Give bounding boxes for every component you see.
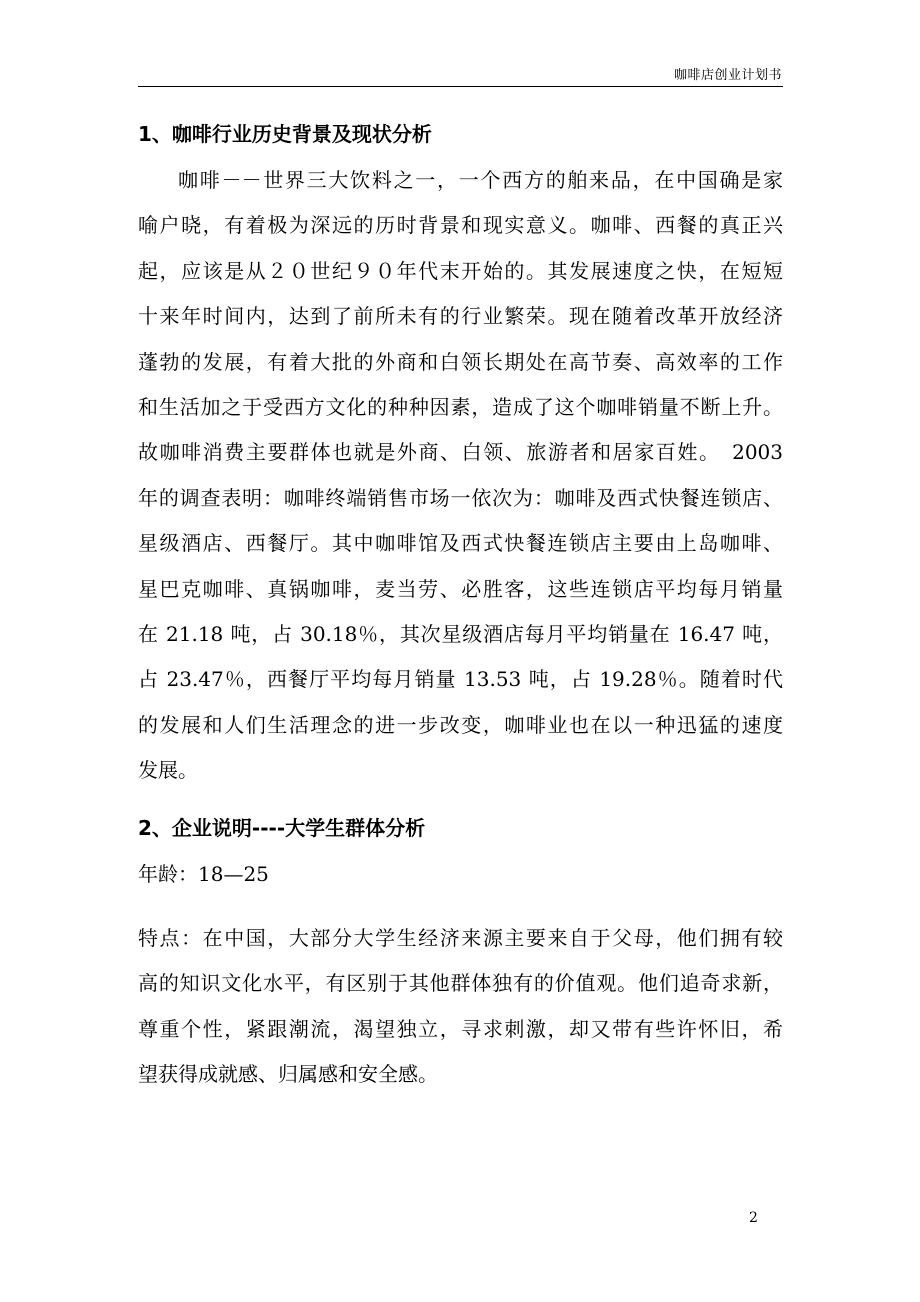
paragraph-line: 占 23.47％，西餐厅平均每月销量 13.53 吨，占 19.28％。随着时代 <box>138 667 783 692</box>
paragraph-line: 星级酒店、西餐厅。其中咖啡馆及西式快餐连锁店主要由上岛咖啡、 <box>138 531 783 556</box>
paragraph-line: 蓬勃的发展，有着大批的外商和白领长期处在高节奏、高效率的工作 <box>138 349 783 374</box>
paragraph-line: 高的知识文化水平，有区别于其他群体独有的价值观。他们追奇求新， <box>138 971 783 996</box>
paragraph-line: 咖啡－－世界三大饮料之一，一个西方的舶来品，在中国确是家 <box>178 168 783 192</box>
page-number: 2 <box>749 1210 758 1226</box>
paragraph-line: 起，应该是从２０世纪９０年代末开始的。其发展速度之快，在短短 <box>138 258 783 283</box>
paragraph-line: 十来年时间内，达到了前所未有的行业繁荣。现在随着改革开放经济 <box>138 304 783 329</box>
header-rule <box>138 86 783 87</box>
running-header: 咖啡店创业计划书 <box>673 68 782 83</box>
paragraph-line: 的发展和人们生活理念的进一步改变，咖啡业也在以一种迅猛的速度 <box>138 712 783 737</box>
age-range-text: 年龄：18—25 <box>138 862 269 887</box>
section-1-paragraph <box>138 158 783 793</box>
section-1-heading: 1、咖啡行业历史背景及现状分析 <box>138 122 432 146</box>
paragraph-line: 和生活加之于受西方文化的种种因素，造成了这个咖啡销量不断上升。 <box>138 394 783 419</box>
paragraph-line: 发展。 <box>138 758 198 783</box>
paragraph-line: 年的调查表明：咖啡终端销售市场一依次为：咖啡及西式快餐连锁店、 <box>138 485 783 510</box>
paragraph-line: 望获得成就感、归属感和安全感。 <box>138 1062 438 1087</box>
document-body <box>138 112 783 1097</box>
section-2-heading: 2、企业说明----大学生群体分析 <box>138 816 426 841</box>
age-range <box>138 852 783 897</box>
section-2-paragraph <box>138 916 783 1098</box>
paragraph-gap <box>138 898 783 916</box>
paragraph-line: 尊重个性，紧跟潮流，渴望独立，寻求刺激，却又带有些许怀旧，希 <box>138 1016 783 1041</box>
paragraph-line: 在 21.18 吨，占 30.18％，其次星级酒店每月平均销量在 16.47 吨， <box>138 621 783 646</box>
paragraph-line: 特点：在中国，大部分大学生经济来源主要来自于父母，他们拥有较 <box>138 925 783 950</box>
paragraph-line: 故咖啡消费主要群体也就是外商、白领、旅游者和居家百姓。 2003 <box>138 440 783 465</box>
paragraph-line: 喻户晓，有着极为深远的历时背景和现实意义。咖啡、西餐的真正兴 <box>138 213 783 238</box>
paragraph-line: 星巴克咖啡、真锅咖啡，麦当劳、必胜客，这些连锁店平均每月销量 <box>138 576 783 601</box>
